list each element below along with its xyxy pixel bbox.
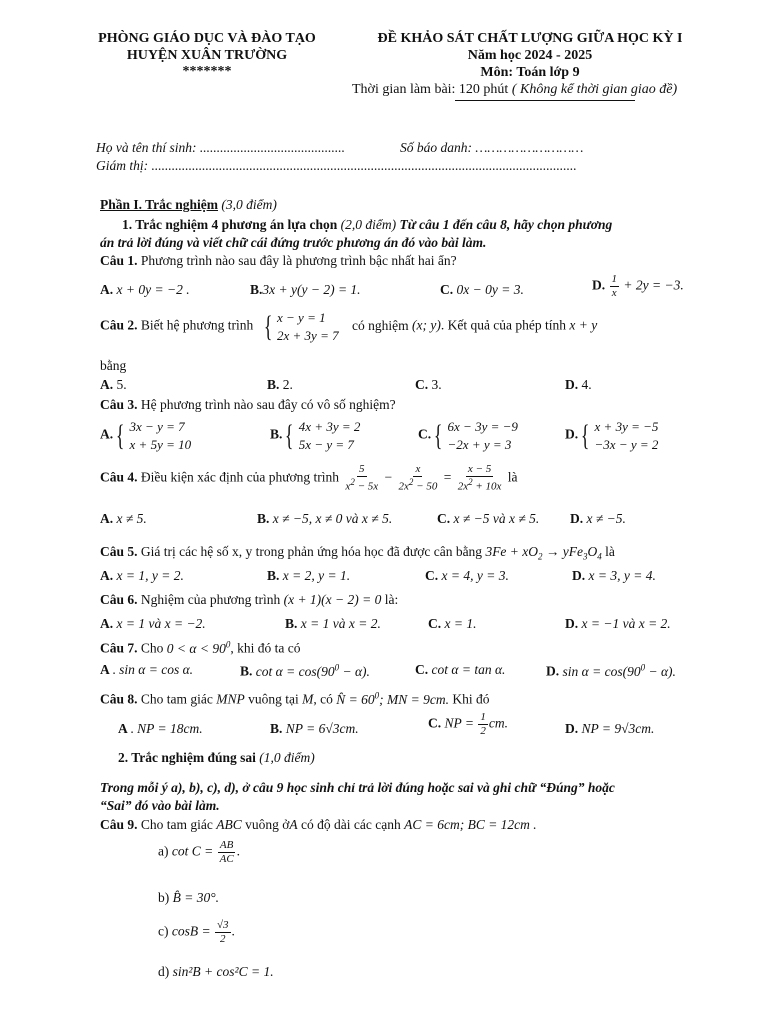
q9-item-c: c) cosB = $\frac{√3}{2}$ .	[158, 919, 235, 945]
q2-option-b: B. 2.	[267, 377, 293, 392]
q6-option-b: B. x = 1 và x = 2.	[285, 616, 381, 631]
q5-option-c: C. x = 4, y = 3.	[425, 568, 509, 583]
q7-option-d: D. $\sin \alpha = \cos(90^0 - \alpha)$.	[546, 662, 676, 679]
q5-option-d: D. x = 3, y = 4.	[572, 568, 656, 583]
student-id-line: Số báo danh: ………………………	[400, 140, 584, 155]
proctor-line: Giám thị: ..............................................................................................................................	[96, 158, 577, 173]
q7-option-a: A . sin α = cos α.	[100, 662, 194, 677]
q5-stem: Câu 5. Giá trị các hệ số x, y trong phản ứng hóa học đã được cân bằng $3Fe + xO_2 \to yFe_3O_4$ là	[100, 544, 615, 562]
q7-option-c: C. cot α = tan α.	[415, 662, 506, 677]
q6-stem: Câu 6. Nghiệm của phương trình (x + 1)(x − 2) = 0 là:	[100, 592, 399, 607]
part1-title: Phần I. Trắc nghiệm (3,0 điểm)	[100, 197, 277, 212]
time-line: Thời gian làm bài: 120 phút ( Không kể thời gian giao đề)	[352, 82, 678, 97]
section2-instr-1: Trong mỗi ý a), b), c), d), ở câu 9 học sinh chỉ trả lời đúng hoặc sai và ghi chữ “Đúng” hoặc	[100, 780, 615, 795]
dept-name: PHÒNG GIÁO DỤC VÀ ĐÀO TẠO	[98, 31, 316, 46]
q4-stem: Câu 4. Điều kiện xác định của phương trình $\frac{5}{x^2 - 5x}$ − $\frac{x}{2x^2 - 50}$ = $\frac{x - 5}{2x^2 + 10x}$ là	[100, 463, 518, 493]
q8-option-d: D. NP = 9√3cm.	[565, 721, 655, 736]
q6-option-a: A. x = 1 và x = −2.	[100, 616, 206, 631]
q2-option-d: D. 4.	[565, 377, 592, 392]
q8-option-b: B. NP = 6√3cm.	[270, 721, 359, 736]
q4-option-a: A. x ≠ 5.	[100, 511, 147, 526]
student-name-line: Họ và tên thí sinh: ...........................................	[96, 140, 345, 155]
q3-stem: Câu 3. Hệ phương trình nào sau đây có vô số nghiệm?	[100, 397, 396, 412]
q6-option-d: D. x = −1 và x = 2.	[565, 616, 671, 631]
exam-title: ĐỀ KHẢO SÁT CHẤT LƯỢNG GIỮA HỌC KỲ I	[377, 31, 683, 46]
q1-option-a: A. x + 0y = −2 .	[100, 282, 190, 297]
section2-instr-2: “Sai” đó vào bài làm.	[100, 798, 220, 813]
q3-option-b: B. { 4x + 3y = 2 5x − y = 7	[270, 418, 361, 452]
section2-title: 2. Trắc nghiệm đúng sai (1,0 điểm)	[118, 750, 315, 765]
q9-item-d: d) sin²B + cos²C = 1.	[158, 964, 274, 979]
q9-stem: Câu 9. Cho tam giác ABC vuông ởA có độ dài các cạnh AC = 6cm; BC = 12cm .	[100, 817, 537, 832]
q4-option-b: B. x ≠ −5, x ≠ 0 và x ≠ 5.	[257, 511, 393, 526]
q1-option-b: B.3x + y(y − 2) = 1.	[250, 282, 361, 297]
q2-stem-end: bằng	[100, 358, 127, 373]
q8-option-c: C. NP = $\frac{1}{2}$ cm.	[428, 711, 508, 737]
school-year: Năm học 2024 - 2025	[467, 48, 593, 63]
section1-instr: án trả lời đúng và viết chữ cái đứng trước phương án đó vào bài làm.	[100, 235, 487, 250]
q1-option-c: C. 0x − 0y = 3.	[440, 282, 524, 297]
time-underline	[455, 100, 635, 101]
q1-option-d: D. $\frac{1}{x}$ + 2y = −3.	[592, 273, 684, 299]
q5-option-b: B. x = 2, y = 1.	[267, 568, 351, 583]
header-stars: *******	[182, 64, 232, 79]
q3-option-c: C. { 6x − 3y = −9 −2x + y = 3	[418, 418, 518, 452]
q9-item-a: a) cot C = $\frac{AB}{AC}$ .	[158, 839, 241, 865]
district-name: HUYỆN XUÂN TRƯỜNG	[126, 48, 288, 63]
q7-option-b: B. $\cot \alpha = \cos(90^0 - \alpha)$.	[240, 662, 370, 679]
q2-stem: Câu 2. Biết hệ phương trình { x − y = 1 2x + 3y = 7 có nghiệm (x; y). Kết quả của phép tính x + y	[100, 309, 598, 343]
q2-option-c: C. 3.	[415, 377, 442, 392]
q8-option-a: A . NP = 18cm.	[118, 721, 203, 736]
section1-title: 1. Trắc nghiệm 4 phương án lựa chọn (2,0 điểm) Từ câu 1 đến câu 8, hãy chọn phương	[122, 217, 613, 232]
q8-stem: Câu 8. Cho tam giác MNP vuông tại M, có N̂ = $60^0$; MN = 9cm. Khi đó	[100, 690, 490, 707]
q2-option-a: A. 5.	[100, 377, 127, 392]
q3-option-d: D. { x + 3y = −5 −3x − y = 2	[565, 418, 659, 452]
q4-option-d: D. x ≠ −5.	[570, 511, 626, 526]
q6-option-c: C. x = 1.	[428, 616, 477, 631]
subject: Môn: Toán lớp 9	[480, 65, 580, 80]
q7-stem: Câu 7. Cho $0 < \alpha < 90^0$, khi đó ta có	[100, 639, 301, 656]
q5-option-a: A. x = 1, y = 2.	[100, 568, 184, 583]
q1-stem: Câu 1. Phương trình nào sau đây là phương trình bậc nhất hai ẩn?	[100, 253, 457, 268]
q4-option-c: C. x ≠ −5 và x ≠ 5.	[437, 511, 540, 526]
q3-option-a: A. { 3x − y = 7 x + 5y = 10	[100, 418, 192, 452]
q9-item-b: b) B̂ = 30°.	[158, 890, 220, 905]
